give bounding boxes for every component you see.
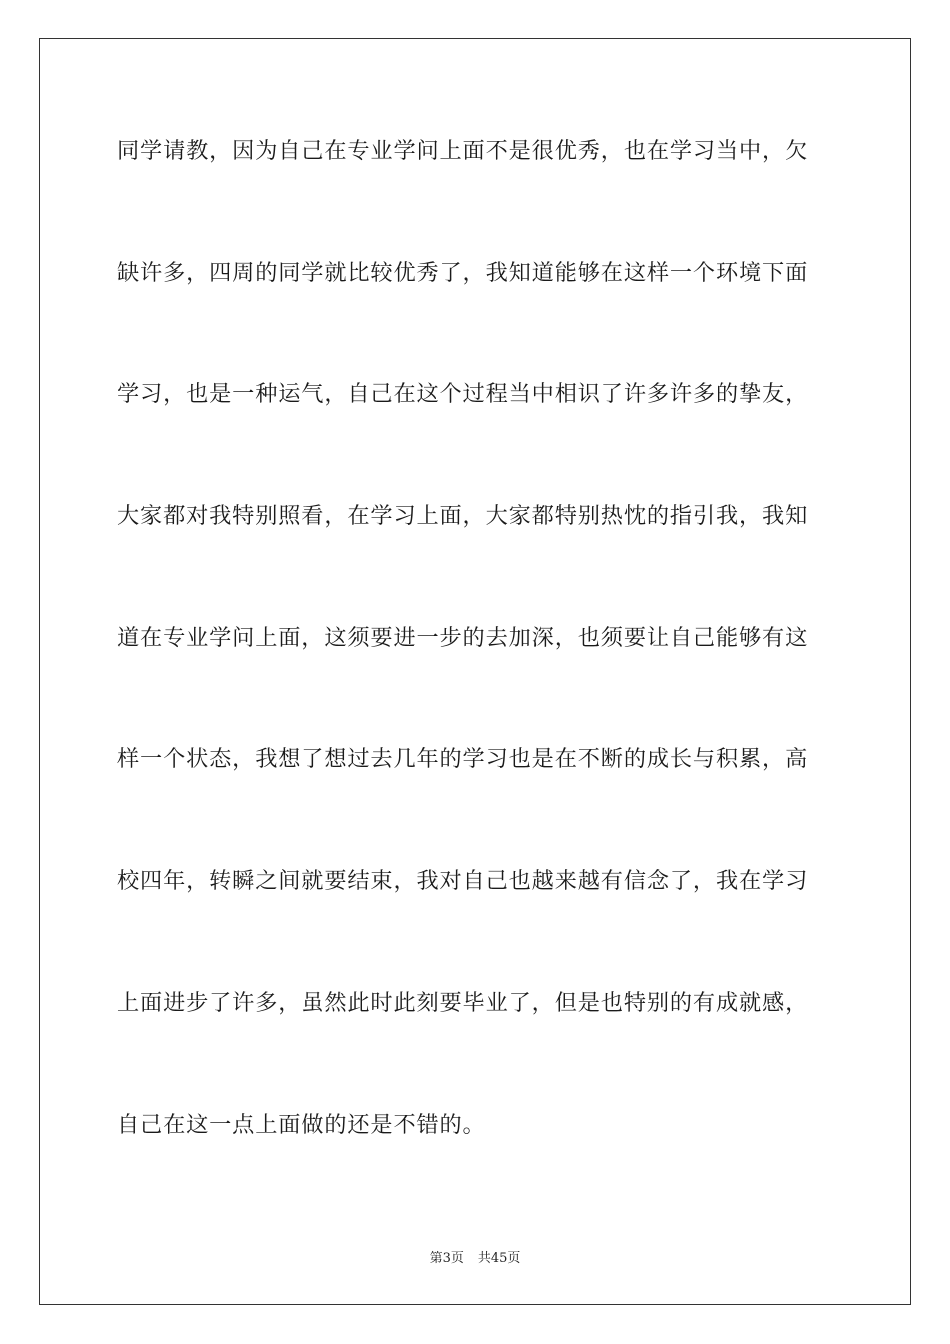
document-body — [117, 128, 837, 1223]
page-number: 第3页 — [429, 1251, 464, 1266]
text-line-9: 自己在这一点上面做的还是不错的。 — [117, 1111, 486, 1138]
text-line-1: 同学请教，因为自己在专业学问上面不是很优秀，也在学习当中，欠 — [117, 138, 809, 164]
text-line-8: 上面进步了许多，虽然此时此刻要毕业了，但是也特别的有成就感， — [117, 989, 809, 1016]
text-line-6: 样一个状态，我想了想过去几年的学习也是在不断的成长与积累，高 — [117, 746, 809, 773]
text-line-5: 道在专业学问上面，这须要进一步的去加深，也须要让自己能够有这 — [117, 624, 809, 651]
text-line-2: 缺许多，四周的同学就比较优秀了，我知道能够在这样一个环境下面 — [117, 259, 809, 286]
text-line-3: 学习，也是一种运气，自己在这个过程当中相识了许多许多的挚友， — [117, 381, 809, 408]
text-line-7: 校四年，转瞬之间就要结束，我对自己也越来越有信念了，我在学习 — [117, 868, 809, 895]
total-pages: 共45页 — [477, 1251, 521, 1266]
page-footer — [0, 1247, 950, 1266]
text-line-4: 大家都对我特别照看，在学习上面，大家都特别热忱的指引我，我知 — [117, 503, 809, 530]
